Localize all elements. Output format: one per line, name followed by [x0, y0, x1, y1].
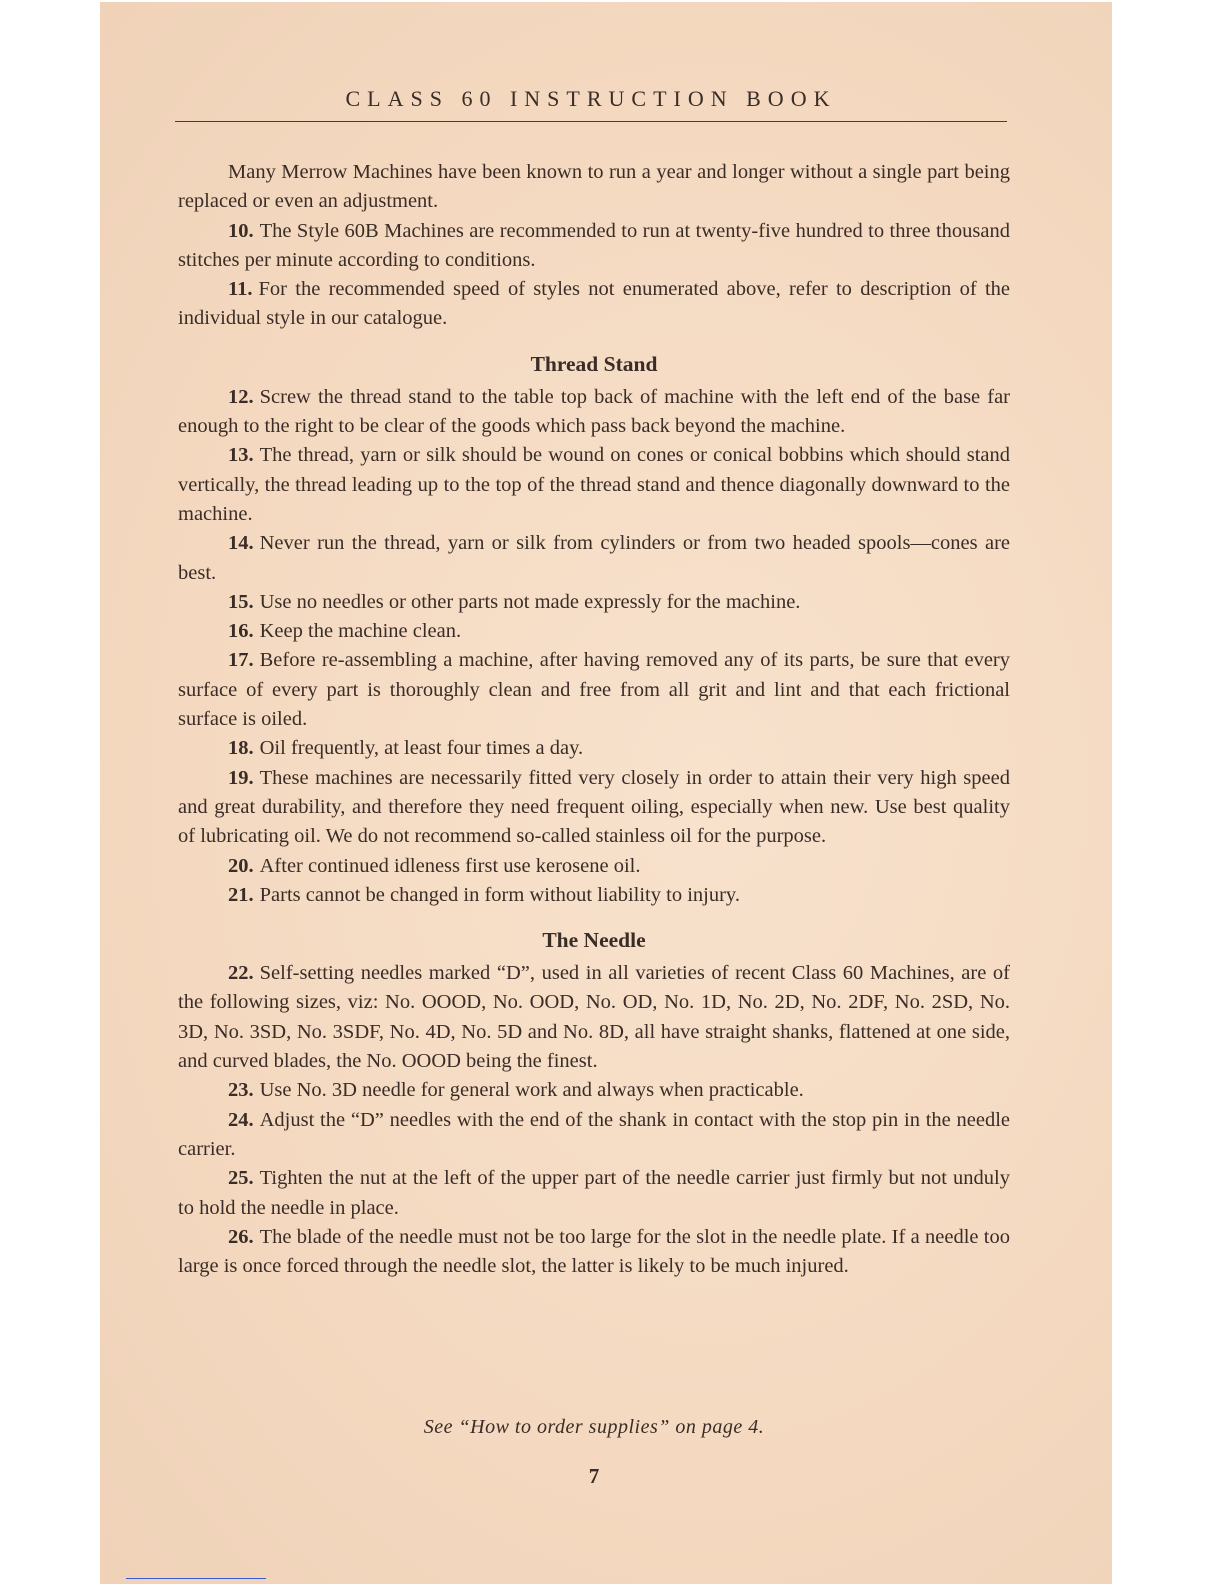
paragraph-18 — [178, 734, 1010, 763]
paragraph-text: After continued idleness first use kerosene oil. — [259, 854, 641, 877]
paragraph-17 — [178, 646, 1010, 734]
paragraph-19 — [178, 764, 1010, 852]
page-number: 7 — [588, 1464, 600, 1488]
section-heading-thread-stand: Thread Stand — [530, 351, 658, 376]
paragraph-number: 21. — [228, 883, 254, 906]
paragraph-12 — [178, 383, 1010, 442]
paragraph-23 — [178, 1076, 1010, 1105]
paragraph-number: 23. — [228, 1079, 254, 1102]
paragraph-text: Tighten the nut at the left of the upper part of the needle carrier just firmly but not unduly to hold the needle in place. — [178, 1167, 1010, 1219]
paragraph-11 — [178, 275, 1010, 334]
paragraph-text: Many Merrow Machines have been known to run a year and longer without a single part being replaced or even an adjustment. — [178, 161, 1010, 213]
paragraph-21 — [178, 881, 1010, 910]
paragraph-text: The thread, yarn or silk should be wound on cones or conical bobbins which should stand vertically, the thread leading up to the top of the thread stand and thence diagonally downward to the machine. — [178, 444, 1010, 525]
paragraph-text: Screw the thread stand to the table top back of machine with the left end of the base far enough to the right to be clear of the goods which pass back beyond the machine. — [178, 385, 1010, 438]
book-page — [100, 2, 1112, 1584]
page-body — [178, 158, 1010, 1281]
paragraph-text: These machines are necessarily fitted very closely in order to attain their very high speed and great durability, and therefore they need frequent oiling, especially when new. Use best quality of lubricating oil. We do not recommend so-called stainless oil for the purpose. — [178, 766, 1010, 848]
paragraph-text: Use No. 3D needle for general work and always when practicable. — [259, 1079, 804, 1102]
paragraph-text: Use no needles or other parts not made expressly for the machine. — [259, 590, 801, 613]
paragraph-number: 20. — [228, 854, 254, 877]
supplies-reference-note: See “How to order supplies” on page 4. — [423, 1416, 765, 1438]
paragraph-text: Parts cannot be changed in form without liability to injury. — [259, 883, 740, 906]
paragraph-16 — [178, 617, 1010, 646]
paragraph-text: Keep the machine clean. — [259, 620, 462, 643]
paragraph-text: Self-setting needles marked “D”, used in all varieties of recent Class 60 Machines, are of the following sizes, viz: No. OOOD, No. OOD, No. OD, No. 1D, No. 2D, No. 2DF, No. 2SD, No. 3D, No. 3SD, No. 3SDF, No. 4D, No. 5D and No. 8D, all have straight shanks, flattened at one side, and curved blades, the No. OOOD being the finest. — [178, 962, 1010, 1073]
paragraph-text: Oil frequently, at least four times a day. — [259, 737, 584, 760]
paragraph-number: 14. — [228, 532, 254, 555]
paragraph-text: Adjust the “D” needles with the end of the shank in contact with the stop pin in the needle carrier. — [178, 1108, 1010, 1160]
header-rule — [175, 121, 1007, 122]
paragraph-number: 26. — [228, 1225, 254, 1248]
paragraph-number: 12. — [228, 385, 254, 408]
paragraph-10 — [178, 217, 1010, 276]
paragraph-text: Never run the thread, yarn or silk from cylinders or from two headed spools—cones are best. — [178, 532, 1010, 584]
paragraph-25 — [178, 1164, 1010, 1223]
running-title: CLASS 60 INSTRUCTION BOOK — [345, 86, 837, 111]
paragraph-20 — [178, 852, 1010, 881]
paragraph-number: 25. — [228, 1167, 254, 1190]
paragraph-number: 11. — [228, 278, 253, 301]
paragraph-number: 15. — [228, 590, 254, 613]
paragraph-14 — [178, 529, 1010, 588]
section-heading-the-needle: The Needle — [542, 928, 646, 953]
paragraph-number: 16. — [228, 620, 254, 643]
paragraph-number: 24. — [228, 1108, 254, 1131]
paragraph-text: The Style 60B Machines are recommended to run at twenty-five hundred to three thousand stitches per minute according to conditions. — [178, 219, 1010, 271]
paragraph-13 — [178, 441, 1010, 529]
paragraph-number: 13. — [228, 444, 254, 467]
paragraph-number: 22. — [228, 962, 254, 985]
paragraph-24 — [178, 1106, 1010, 1165]
paragraph-intro-continued — [178, 158, 1010, 217]
scan-artifact-line — [126, 1578, 266, 1579]
paragraph-number: 17. — [228, 649, 254, 672]
paragraph-text: For the recommended speed of styles not enumerated above, refer to description of the individual style in our catalogue. — [178, 278, 1010, 330]
paragraph-22 — [178, 959, 1010, 1076]
paragraph-text: The blade of the needle must not be too large for the slot in the needle plate. If a needle too large is once forced through the needle slot, the latter is likely to be much injured. — [178, 1225, 1010, 1278]
paragraph-26 — [178, 1223, 1010, 1282]
paragraph-number: 19. — [228, 766, 254, 789]
paragraph-number: 10. — [228, 219, 254, 242]
paragraph-text: Before re-assembling a machine, after having removed any of its parts, be sure that every surface of every part is thoroughly clean and free from all grit and lint and that each frictional surface is oiled. — [178, 649, 1010, 731]
paragraph-15 — [178, 588, 1010, 617]
paragraph-number: 18. — [228, 737, 254, 760]
